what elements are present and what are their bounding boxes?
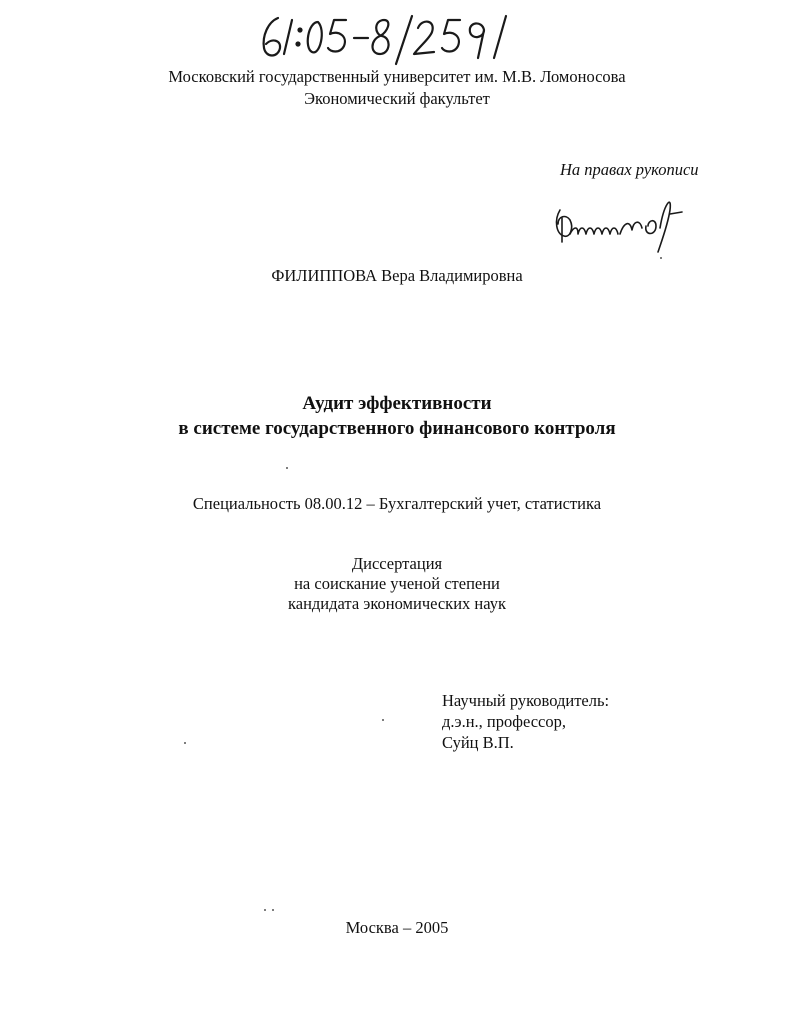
university-name: Московский государственный университет им. М.В. Ломоносова <box>168 67 626 86</box>
city-year: Москва – 2005 <box>345 918 449 937</box>
degree-name: кандидата экономических наук <box>287 594 506 613</box>
degree-purpose: на соискание ученой степени <box>294 574 500 593</box>
faculty-name: Экономический факультет <box>304 89 490 108</box>
scan-speck <box>382 719 384 721</box>
advisor-label: Научный руководитель: <box>442 691 610 710</box>
advisor-degree: д.э.н., профессор, <box>442 712 566 731</box>
scan-speck <box>286 467 288 469</box>
dissertation-type: Диссертация <box>351 554 443 573</box>
archive-code-handwriting <box>250 8 530 72</box>
specialty: Специальность 08.00.12 – Бухгалтерский учет, статистика <box>192 494 602 513</box>
scan-speck <box>184 742 186 744</box>
author-name: ФИЛИППОВА Вера Владимировна <box>271 266 523 285</box>
author-signature <box>548 190 688 260</box>
scan-speck <box>660 257 662 259</box>
advisor-name: Суйц В.П. <box>442 733 514 752</box>
dissertation-title-line-1: Аудит эффективности <box>302 393 492 414</box>
scan-speck <box>264 909 266 911</box>
scan-speck <box>272 909 274 911</box>
rights-note: На правах рукописи <box>560 160 699 179</box>
dissertation-title-line-2: в системе государственного финансового контроля <box>178 418 616 439</box>
